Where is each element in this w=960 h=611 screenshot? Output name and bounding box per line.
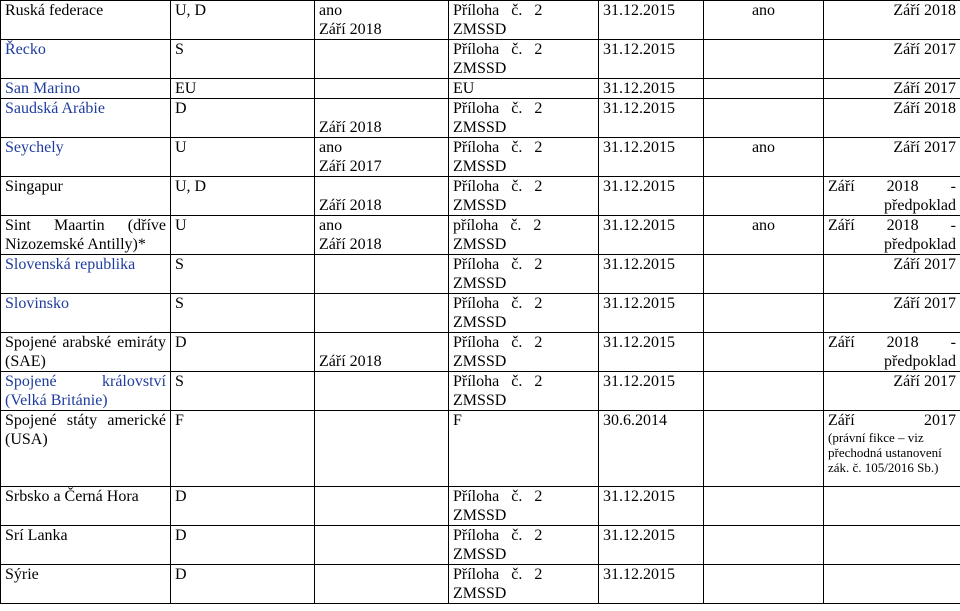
country-name: Saudská Arábie [5,100,105,117]
effective-date: 31.12.2015 [603,566,675,583]
annex-law: ZMSSD [453,21,507,38]
table-row [1,294,960,333]
agreement-cell [315,138,449,177]
type-value: EU [175,80,197,97]
status-cell [704,255,824,294]
country-name: San Marino [5,80,81,97]
type-cell [171,565,315,604]
annex-cell [449,526,599,565]
type-value: D [175,488,187,505]
exchange-qualifier: předpoklad [884,197,956,214]
country-cell [1,526,171,565]
country-cell [1,138,171,177]
country-name: Ruská federace [5,2,104,19]
status-cell [704,411,824,487]
annex-ref: Příloha č. 2 [453,566,543,583]
exchange-cell [824,1,960,40]
agreement-cell [315,255,449,294]
agreement-cell [315,40,449,79]
exchange-date: Září 2018 [893,2,956,19]
effective-date: 31.12.2015 [603,295,675,312]
effective-date: 31.12.2015 [603,527,675,544]
exchange-date: Září 2018 - [828,334,956,351]
date-cell [599,526,704,565]
country-cell [1,216,171,255]
type-cell [171,99,315,138]
status-cell [704,1,824,40]
effective-date: 31.12.2015 [603,178,675,195]
country-name: Spojené království (Velká Británie) [5,373,166,409]
date-cell [599,138,704,177]
annex-ref: EU [453,80,475,97]
agreement-date: Září 2018 [319,353,382,370]
date-cell [599,333,704,372]
type-cell [171,372,315,411]
exchange-date: Září 2018 - [828,178,956,195]
country-cell [1,372,171,411]
annex-law: ZMSSD [453,197,507,214]
table-row [1,411,960,487]
annex-law: ZMSSD [453,507,507,524]
country-cell [1,79,171,99]
annex-cell [449,177,599,216]
exchange-cell [824,333,960,372]
agreement-cell [315,526,449,565]
date-cell [599,487,704,526]
agreement-cell [315,216,449,255]
country-name: Spojené státy americké (USA) [5,412,166,448]
table-row [1,487,960,526]
annex-cell [449,99,599,138]
type-cell [171,1,315,40]
date-cell [599,372,704,411]
table-row [1,255,960,294]
exchange-date: Září 2018 - [828,217,956,234]
type-value: S [175,41,184,58]
agreement-cell [315,99,449,138]
exchange-cell [824,372,960,411]
effective-date: 31.12.2015 [603,217,675,234]
exchange-cell [824,487,960,526]
effective-date: 31.12.2015 [603,139,675,156]
type-cell [171,526,315,565]
annex-law: ZMSSD [453,392,507,409]
agreement-date: Září 2018 [319,21,382,38]
status-flag: ano [751,139,776,156]
annex-cell [449,255,599,294]
exchange-qualifier: předpoklad [884,353,956,370]
country-cell [1,255,171,294]
type-cell [171,216,315,255]
annex-law: ZMSSD [453,158,507,175]
type-cell [171,411,315,487]
annex-ref: Příloha č. 2 [453,527,543,544]
agreement-cell [315,79,449,99]
annex-ref: F [453,412,462,429]
type-cell [171,487,315,526]
exchange-date: Září 2017 [893,139,956,156]
table-row [1,79,960,99]
type-cell [171,40,315,79]
effective-date: 31.12.2015 [603,2,675,19]
country-name: Srí Lanka [5,527,68,544]
type-cell [171,255,315,294]
annex-cell [449,487,599,526]
exchange-cell [824,40,960,79]
country-cell [1,333,171,372]
date-cell [599,294,704,333]
annex-ref: Příloha č. 2 [453,488,543,505]
annex-ref: Příloha č. 2 [453,139,543,156]
date-cell [599,1,704,40]
annex-law: ZMSSD [453,119,507,136]
annex-cell [449,216,599,255]
date-cell [599,216,704,255]
effective-date: 31.12.2015 [603,373,675,390]
type-value: D [175,527,187,544]
table-row [1,372,960,411]
effective-date: 31.12.2015 [603,80,675,97]
annex-cell [449,40,599,79]
table-row [1,565,960,604]
country-cell [1,487,171,526]
country-cell [1,1,171,40]
exchange-cell [824,294,960,333]
exchange-cell [824,255,960,294]
exchange-qualifier: předpoklad [884,236,956,253]
type-cell [171,333,315,372]
table-row [1,216,960,255]
table-row [1,138,960,177]
annex-cell [449,565,599,604]
agreement-flag: ano [319,217,343,234]
country-cell [1,99,171,138]
status-cell [704,294,824,333]
type-value: U, D [175,2,207,19]
country-name: Slovenská republika [5,256,136,273]
annex-ref: Příloha č. 2 [453,2,543,19]
exchange-date: Září 2018 [893,100,956,117]
effective-date: 31.12.2015 [603,41,675,58]
exchange-date: Září 2017 [893,295,956,312]
type-cell [171,177,315,216]
country-cell [1,177,171,216]
annex-law: ZMSSD [453,236,507,253]
table-row [1,333,960,372]
country-cell [1,565,171,604]
agreement-cell [315,372,449,411]
agreement-date: Září 2018 [319,197,382,214]
table-row [1,177,960,216]
status-cell [704,487,824,526]
type-value: U [175,217,187,234]
status-cell [704,216,824,255]
exchange-date: Září 2017 [893,256,956,273]
effective-date: 31.12.2015 [603,100,675,117]
table-row [1,99,960,138]
annex-cell [449,411,599,487]
country-name: Sýrie [5,566,39,583]
annex-cell [449,1,599,40]
date-cell [599,177,704,216]
status-flag: ano [751,2,776,19]
type-cell [171,294,315,333]
effective-date: 31.12.2015 [603,334,675,351]
type-value: U [175,139,187,156]
annex-ref: příloha č. 2 [453,217,542,234]
date-cell [599,565,704,604]
annex-cell [449,138,599,177]
type-value: S [175,295,184,312]
annex-cell [449,79,599,99]
type-value: S [175,256,184,273]
exchange-date: Září 2017 [893,41,956,58]
agreement-date: Září 2018 [319,236,382,253]
country-cell [1,40,171,79]
type-cell [171,138,315,177]
exchange-cell [824,411,960,487]
status-cell [704,40,824,79]
type-value: D [175,566,187,583]
status-cell [704,333,824,372]
country-name: Seychely [5,139,64,156]
exchange-cell [824,99,960,138]
effective-date: 31.12.2015 [603,488,675,505]
annex-ref: Příloha č. 2 [453,256,543,273]
exchange-note: (právní fikce – viz přechodná ustanovení zák. č. 105/2016 Sb.) [828,430,942,475]
annex-ref: Příloha č. 2 [453,334,543,351]
annex-law: ZMSSD [453,60,507,77]
type-value: D [175,100,187,117]
date-cell [599,411,704,487]
type-cell [171,79,315,99]
annex-law: ZMSSD [453,275,507,292]
annex-cell [449,333,599,372]
status-cell [704,138,824,177]
annex-law: ZMSSD [453,546,507,563]
exchange-date: Září 2017 [828,412,956,429]
status-cell [704,99,824,138]
exchange-cell [824,138,960,177]
status-cell [704,526,824,565]
country-name: Řecko [5,41,46,58]
type-value: D [175,334,187,351]
annex-cell [449,294,599,333]
table-row [1,1,960,40]
exchange-cell [824,79,960,99]
agreement-cell [315,487,449,526]
status-cell [704,565,824,604]
exchange-date: Září 2017 [893,80,956,97]
country-name: Sint Maartin (dříve Nizozemské Antilly)* [5,217,166,253]
annex-ref: Příloha č. 2 [453,100,543,117]
exchange-cell [824,216,960,255]
agreement-date: Září 2018 [319,119,382,136]
agreement-cell [315,333,449,372]
annex-cell [449,372,599,411]
date-cell [599,99,704,138]
annex-ref: Příloha č. 2 [453,41,543,58]
annex-law: ZMSSD [453,585,507,602]
status-cell [704,79,824,99]
agreement-cell [315,411,449,487]
table-row [1,526,960,565]
type-value: S [175,373,184,390]
country-name: Spojené arabské emiráty (SAE) [5,334,166,370]
annex-ref: Příloha č. 2 [453,178,543,195]
exchange-date: Září 2017 [893,373,956,390]
status-cell [704,372,824,411]
table-row [1,40,960,79]
annex-law: ZMSSD [453,314,507,331]
country-cell [1,411,171,487]
exchange-cell [824,177,960,216]
effective-date: 31.12.2015 [603,256,675,273]
date-cell [599,255,704,294]
agreement-cell [315,565,449,604]
effective-date: 30.6.2014 [603,412,667,429]
status-flag: ano [751,217,776,234]
date-cell [599,40,704,79]
status-cell [704,177,824,216]
annex-law: ZMSSD [453,353,507,370]
agreement-cell [315,294,449,333]
country-cell [1,294,171,333]
country-name: Singapur [5,178,63,195]
exchange-cell [824,526,960,565]
type-value: F [175,412,184,429]
agreement-flag: ano [319,139,343,156]
country-name: Slovinsko [5,295,70,312]
date-cell [599,79,704,99]
annex-ref: Příloha č. 2 [453,295,543,312]
agreement-cell [315,177,449,216]
exchange-cell [824,565,960,604]
agreement-flag: ano [319,2,343,19]
type-value: U, D [175,178,207,195]
agreement-date: Září 2017 [319,158,382,175]
country-name: Srbsko a Černá Hora [5,488,139,505]
annex-ref: Příloha č. 2 [453,373,543,390]
agreement-cell [315,1,449,40]
